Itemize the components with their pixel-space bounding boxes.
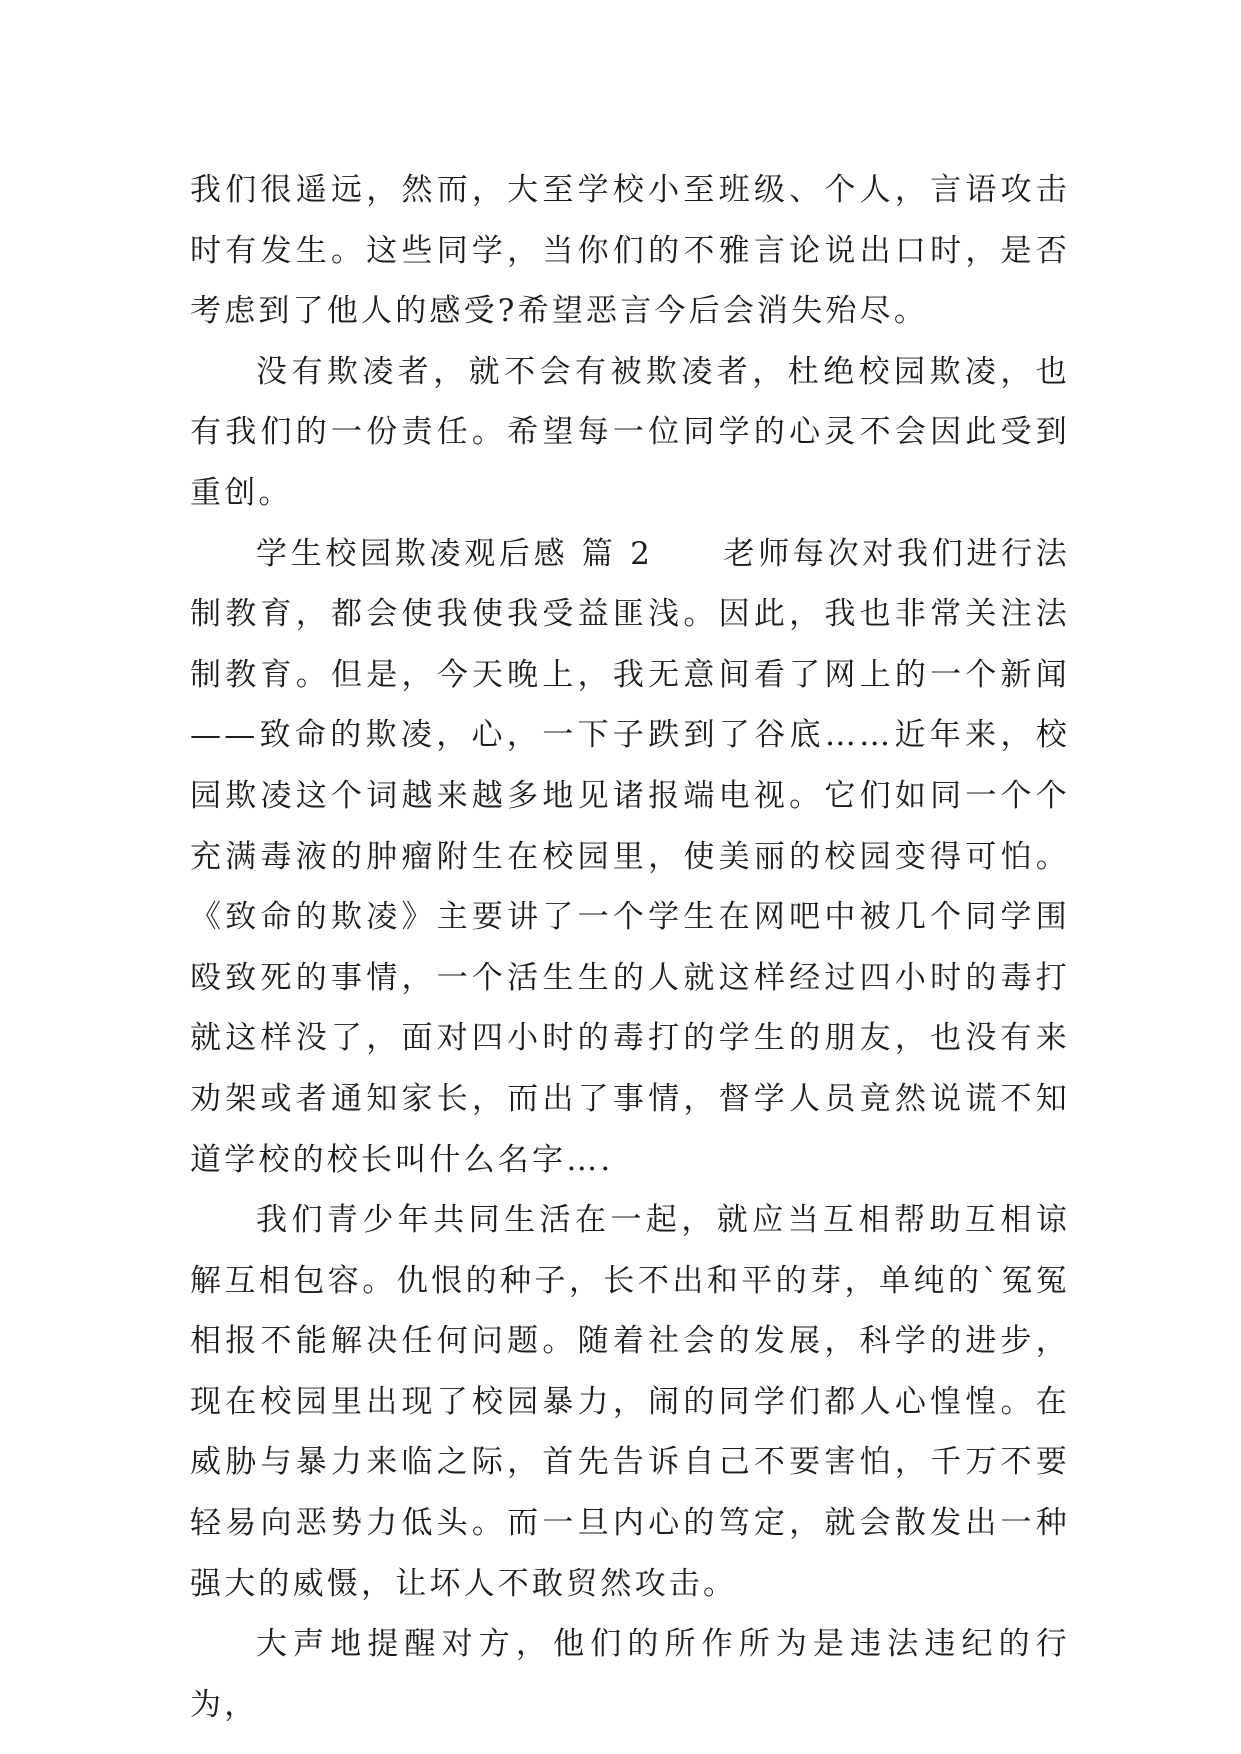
paragraph-1: 我们很遥远，然而，大至学校小至班级、个人，言语攻击时有发生。这些同学，当你们的不雅言论说出口时，是否考虑到了他人的感受?希望恶言今后会消失殆尽。 [190,172,1070,330]
section-heading: 学生校园欺凌观后感 篇 2 [256,535,654,572]
paragraph-3 [190,524,1070,1191]
paragraph-5: 大声地提醒对方，他们的所作所为是违法违纪的行为， [190,1626,1070,1723]
document-body [190,160,1070,1735]
paragraph-3-text: 老师每次对我们进行法制教育，都会使我使我受益匪浅。因此，我也非常关注法制教育。但是，今天晚上，我无意间看了网上的一个新闻——致命的欺凌，心，一下子跌到了谷底……近年来，校园欺凌这个词越来越多地见诸报端电视。它们如同一个个充满毒液的肿瘤附生在校园里，使美丽的校园变得可怕。《致命的欺凌》主要讲了一个学生在网吧中被几个同学围殴致死的事情，一个活生生的人就这样经过四小时的毒打就这样没了，面对四小时的毒打的学生的朋友，也没有来劝架或者通知家长，而出了事情，督学人员竟然说谎不知道学校的校长叫什么名字…. [190,535,1071,1178]
paragraph-2: 没有欺凌者，就不会有被欺凌者，杜绝校园欺凌，也有我们的一份责任。希望每一位同学的心灵不会因此受到重创。 [190,353,1070,511]
paragraph-4: 我们青少年共同生活在一起，就应当互相帮助互相谅解互相包容。仇恨的种子，长不出和平的芽，单纯的`冤冤相报不能解决任何问题。随着社会的发展，科学的进步，现在校园里出现了校园暴力，闹的同学们都人心惶惶。在威胁与暴力来临之际，首先告诉自己不要害怕，千万不要轻易向恶势力低头。而一旦内心的笃定，就会散发出一种强大的威慑，让坏人不敢贸然攻击。 [190,1202,1070,1602]
